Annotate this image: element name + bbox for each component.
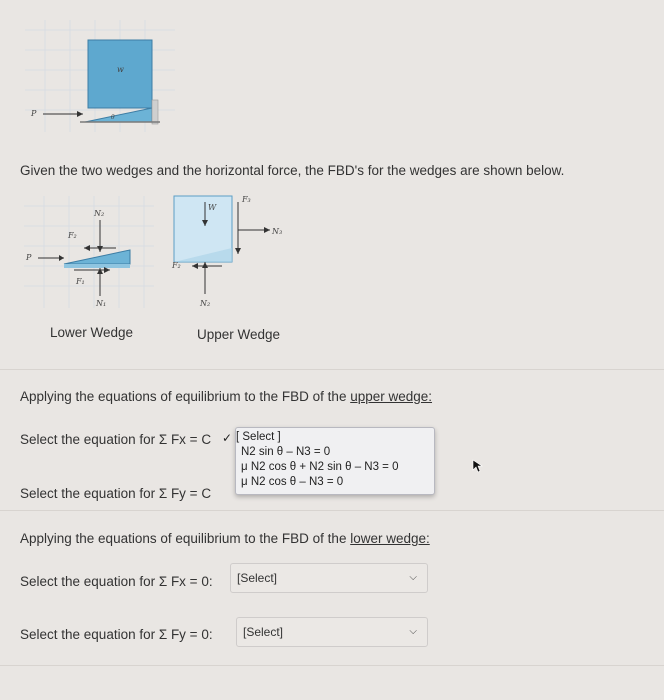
weight-label: w [117,65,124,74]
n1-label: N₁ [96,299,107,308]
lower-fx-label: Select the equation for Σ Fx = 0: [20,574,213,589]
upper-wedge-fbd [160,190,290,310]
cursor-icon [472,459,484,473]
intro-text: Given the two wedges and the horizontal force, the FBD's for the wedges are shown below. [20,163,565,178]
lower-wedge-link[interactable]: lower wedge: [350,531,430,546]
f3-label: F₃ [242,195,251,204]
lower-wedge-caption: Lower Wedge [50,325,134,340]
top-figure [25,20,175,132]
upper-heading-prefix: Applying the equations of equilibrium to the FBD of the [20,389,351,404]
dropdown-option-2[interactable]: μ N2 cos θ + N2 sin θ – N3 = 0 [241,461,399,473]
dropdown-option-select[interactable]: [ Select ] [236,431,281,443]
lower-wedge-fbd [24,196,154,308]
lower-fy-select[interactable] [236,617,428,647]
force-p-label: P [31,109,37,118]
f2-label: F₂ [68,231,77,240]
f1-label: F₁ [76,277,85,286]
lower-heading-prefix: Applying the equations of equilibrium to the FBD of the [20,531,351,546]
n2-upper-label: N₂ [200,299,211,308]
lower-fx-select-value: [Select] [237,571,278,585]
n2-label: N₂ [94,209,105,218]
dropdown-option-1[interactable]: N2 sin θ – N3 = 0 [241,446,331,458]
lower-fy-label: Select the equation for Σ Fy = 0: [20,627,213,642]
upper-fx-label: Select the equation for Σ Fx = C [20,432,212,447]
upper-section-heading [20,389,432,404]
dropdown-option-3[interactable]: μ N2 cos θ – N3 = 0 [241,476,344,488]
check-mark-icon: ✓ [222,431,233,445]
upper-wedge-link[interactable]: upper wedge: [350,389,433,404]
chevron-down-icon: ⌵ [409,572,417,583]
lower-wedge-shape [64,250,130,264]
upper-fx-dropdown-list[interactable] [235,427,435,495]
f2-upper-label: F₂ [172,261,181,270]
chevron-down-icon: ⌵ [409,626,417,637]
upper-block [88,40,152,108]
upper-wedge-caption: Upper Wedge [197,327,281,342]
lower-section-heading [20,531,430,546]
n3-label: N₃ [272,227,283,236]
upper-fy-label: Select the equation for Σ Fy = C [20,486,212,501]
lower-fx-select[interactable] [230,563,428,593]
w-label: W [208,203,217,212]
p-label: P [26,253,32,262]
lower-fy-select-value: [Select] [243,625,284,639]
svg-text:θ: θ [111,114,115,121]
